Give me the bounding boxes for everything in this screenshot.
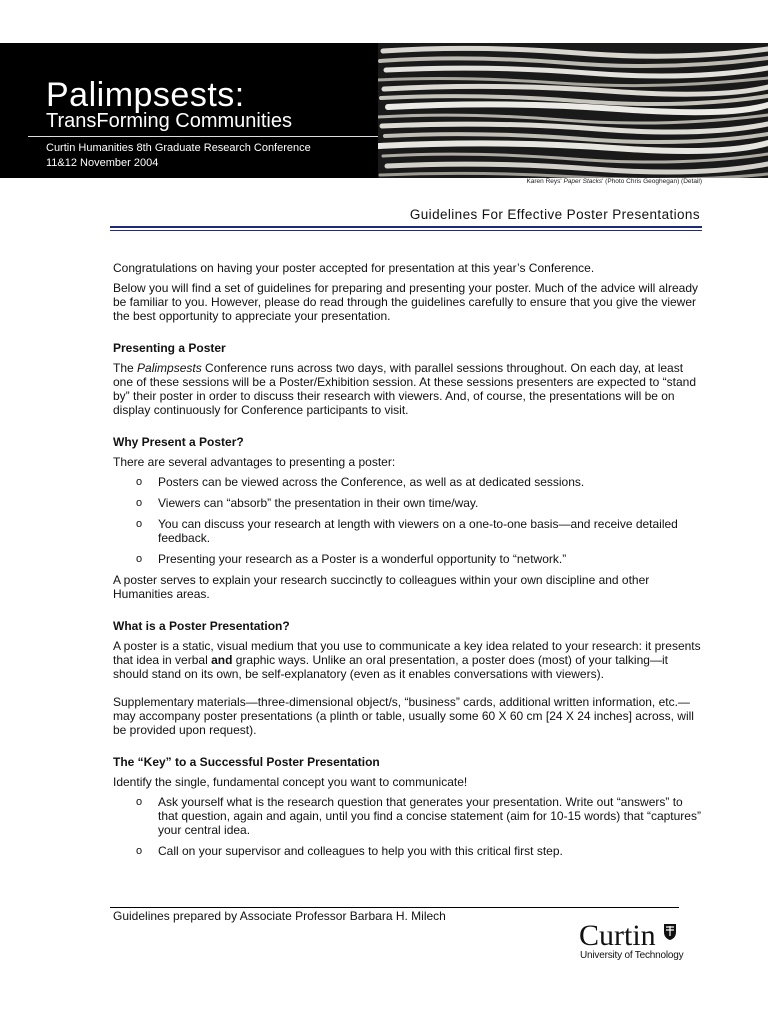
conference-name: Curtin Humanities 8th Graduate Research Conference (46, 142, 311, 154)
bullet-icon: o (136, 476, 143, 488)
curtin-logo (579, 920, 689, 964)
paper-stacks-photo (378, 43, 768, 178)
conference-subtitle: TransForming Communities (46, 110, 292, 132)
conference-dates: 11&12 November 2004 (46, 157, 159, 169)
bullet-icon: o (136, 553, 143, 565)
conference-details (46, 141, 311, 171)
what-paragraph-1: A poster is a static, visual medium that you use to communicate a key idea related to your research: it presents that idea in verbal and graphic ways. Unlike an oral presentation, a poster does (most) of your talking—it should stand on its own, be self-explanatory (even as it enables conversations with viewers). (113, 639, 701, 681)
document-body (113, 261, 703, 865)
bullet-icon: o (136, 845, 143, 857)
intro-paragraph-2: Below you will find a set of guidelines for preparing and presenting your poster. Much of the advice will already be familiar to you. However, please do read through the guidelines carefully to ensure that you give the viewer the best opportunity to appreciate your presentation. (113, 281, 698, 323)
footer-divider (110, 907, 679, 908)
footer-credit: Guidelines prepared by Associate Professor Barbara H. Milech (113, 909, 446, 923)
logo-wordmark: Curtin (579, 919, 656, 952)
document-heading: Guidelines For Effective Poster Presentations (409, 207, 700, 222)
what-paragraph-2: Supplementary materials—three-dimensional object/s, “business” cards, additional written information, etc.—may accompany poster presentations (a plinth or table, usually some 60 X 60 cm [24 X 24 inches] across, will be provided upon request). (113, 695, 694, 737)
presenting-paragraph: The Palimpsests Conference runs across two days, with parallel sessions throughout. On each day, at least one of these sessions will be a Poster/Exhibition session. At these sessions presenters are expected to “stand by” their poster in order to discuss their research with viewers. And, of course, the presentations will be on display continuously for Conference participants to visit. (113, 361, 696, 417)
photo-caption: Karen Reys' Paper Stacks' (Photo Chris Geoghegan) (Detail) (526, 178, 702, 185)
section-heading-what: What is a Poster Presentation? (113, 619, 290, 633)
why-closing: A poster serves to explain your research succinctly to colleagues within your own discipline and other Humanities areas. (113, 573, 650, 601)
crest-icon (663, 923, 677, 941)
list-item: o Ask yourself what is the research question that generates your presentation. Write out “answers” to that question, again and again, until you find a concise statement (aim for 10-15 words) that “captures” your central idea. (136, 795, 701, 837)
list-item: o Presenting your research as a Poster is a wonderful opportunity to “network.” (136, 552, 567, 566)
why-intro: There are several advantages to presenting a poster: (113, 455, 396, 469)
section-heading-presenting: Presenting a Poster (113, 341, 226, 355)
key-intro: Identify the single, fundamental concept you want to communicate! (113, 775, 468, 789)
why-list (113, 475, 703, 566)
bullet-icon: o (136, 796, 143, 808)
list-item: o Call on your supervisor and colleagues to help you with this critical first step. (136, 844, 563, 858)
section-heading-why: Why Present a Poster? (113, 435, 244, 449)
list-item: o Viewers can “absorb” the presentation in their own time/way. (136, 496, 479, 510)
logo-subtitle: University of Technology (580, 950, 684, 961)
heading-double-rule (110, 226, 702, 232)
banner-divider (28, 136, 378, 137)
banner-text-block (28, 43, 378, 178)
bullet-icon: o (136, 497, 143, 509)
key-list (113, 795, 703, 858)
conference-title: Palimpsests: (46, 76, 245, 114)
section-heading-key: The “Key” to a Successful Poster Presentation (113, 755, 380, 769)
intro-paragraph-1: Congratulations on having your poster accepted for presentation at this year’s Conference. (113, 261, 595, 275)
list-item: o Posters can be viewed across the Conference, as well as at dedicated sessions. (136, 475, 585, 489)
bullet-icon: o (136, 518, 143, 530)
list-item: o You can discuss your research at length with viewers on a one-to-one basis—and receive detailed feedback. (136, 517, 678, 545)
header-banner (0, 43, 768, 178)
